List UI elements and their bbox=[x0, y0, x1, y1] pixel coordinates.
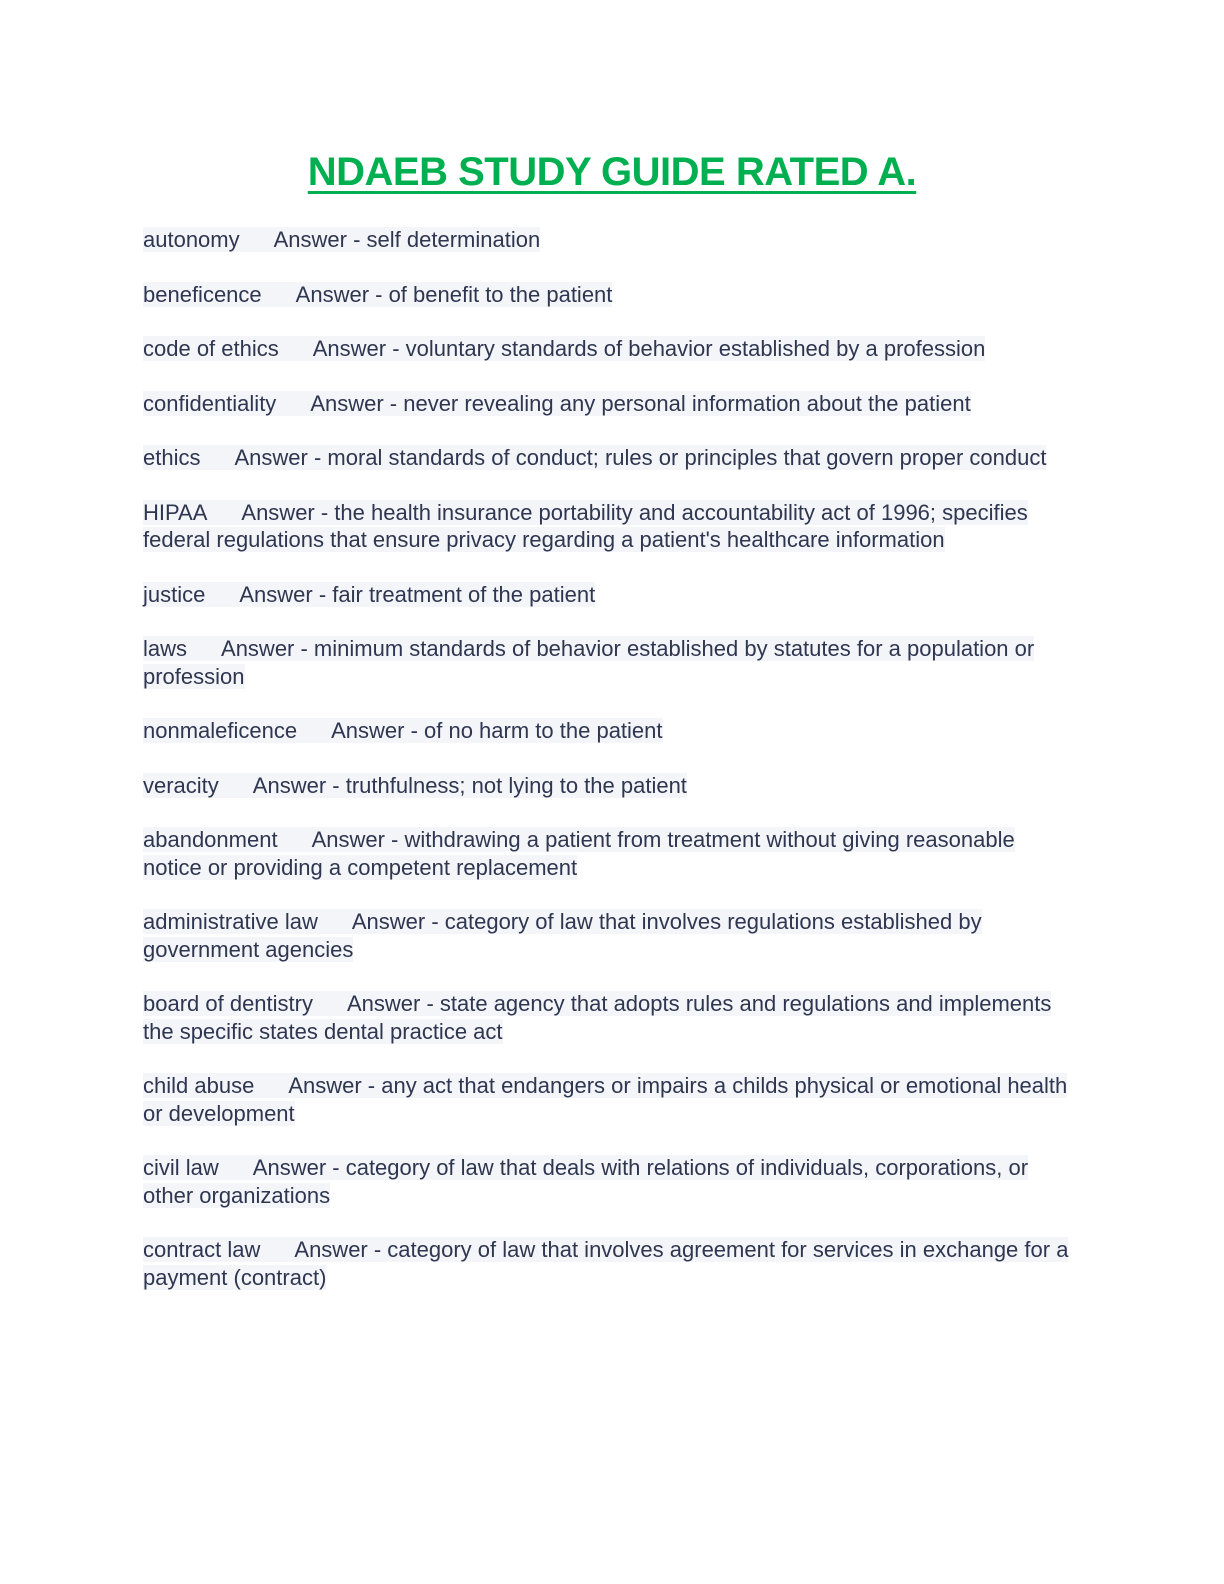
flashcard-list bbox=[143, 226, 1078, 1318]
term: autonomy bbox=[143, 227, 274, 252]
term: ethics bbox=[143, 445, 234, 470]
list-item bbox=[143, 1072, 1078, 1127]
list-item bbox=[143, 990, 1078, 1045]
answer: Answer - moral standards of conduct; rules or principles that govern proper conduct bbox=[234, 445, 1047, 470]
term: administrative law bbox=[143, 909, 352, 934]
term: laws bbox=[143, 636, 221, 661]
term: beneficence bbox=[143, 282, 296, 307]
answer: Answer - truthfulness; not lying to the patient bbox=[252, 772, 687, 798]
term: board of dentistry bbox=[143, 991, 347, 1016]
answer: Answer - the health insurance portability and accountability act of 1996; specifies federal regulations that ensure privacy regarding a patient's healthcare information bbox=[143, 499, 1028, 552]
list-item bbox=[143, 635, 1078, 690]
term: code of ethics bbox=[143, 336, 313, 361]
answer: Answer - self determination bbox=[273, 227, 541, 252]
list-item bbox=[143, 444, 1078, 472]
list-item bbox=[143, 281, 1078, 309]
term: HIPAA bbox=[143, 500, 241, 525]
list-item bbox=[143, 826, 1078, 881]
answer: Answer - category of law that involves regulations established by government agencies bbox=[143, 909, 982, 962]
list-item bbox=[143, 390, 1078, 418]
answer: Answer - any act that endangers or impairs a childs physical or emotional health or development bbox=[143, 1073, 1068, 1126]
answer: Answer - fair treatment of the patient bbox=[239, 581, 596, 607]
answer: Answer - category of law that deals with relations of individuals, corporations, or other organizations bbox=[143, 1155, 1029, 1208]
term: justice bbox=[143, 582, 239, 607]
answer: Answer - never revealing any personal information about the patient bbox=[310, 390, 971, 416]
document-title: NDAEB STUDY GUIDE RATED A. bbox=[307, 150, 917, 194]
answer: Answer - of no harm to the patient bbox=[331, 718, 663, 743]
answer: Answer - of benefit to the patient bbox=[295, 281, 613, 307]
list-item bbox=[143, 1236, 1078, 1291]
term: civil law bbox=[143, 1155, 253, 1180]
list-item bbox=[143, 772, 1078, 800]
list-item bbox=[143, 717, 1078, 745]
term: veracity bbox=[143, 773, 253, 798]
term: contract law bbox=[143, 1237, 294, 1262]
answer: Answer - withdrawing a patient from treatment without giving reasonable notice or providing a competent replacement bbox=[143, 827, 1015, 880]
list-item bbox=[143, 335, 1078, 363]
answer: Answer - minimum standards of behavior established by statutes for a population or profession bbox=[143, 636, 1035, 689]
list-item bbox=[143, 908, 1078, 963]
term: confidentiality bbox=[143, 391, 310, 416]
term: abandonment bbox=[143, 827, 312, 852]
term: child abuse bbox=[143, 1073, 288, 1098]
term: nonmaleficence bbox=[143, 718, 331, 743]
answer: Answer - state agency that adopts rules and regulations and implements the specific states dental practice act bbox=[143, 991, 1052, 1044]
list-item bbox=[143, 499, 1078, 554]
answer: Answer - voluntary standards of behavior established by a profession bbox=[312, 336, 986, 361]
list-item bbox=[143, 226, 1078, 254]
answer: Answer - category of law that involves agreement for services in exchange for a payment (contract) bbox=[143, 1237, 1069, 1290]
list-item bbox=[143, 581, 1078, 609]
list-item bbox=[143, 1154, 1078, 1209]
